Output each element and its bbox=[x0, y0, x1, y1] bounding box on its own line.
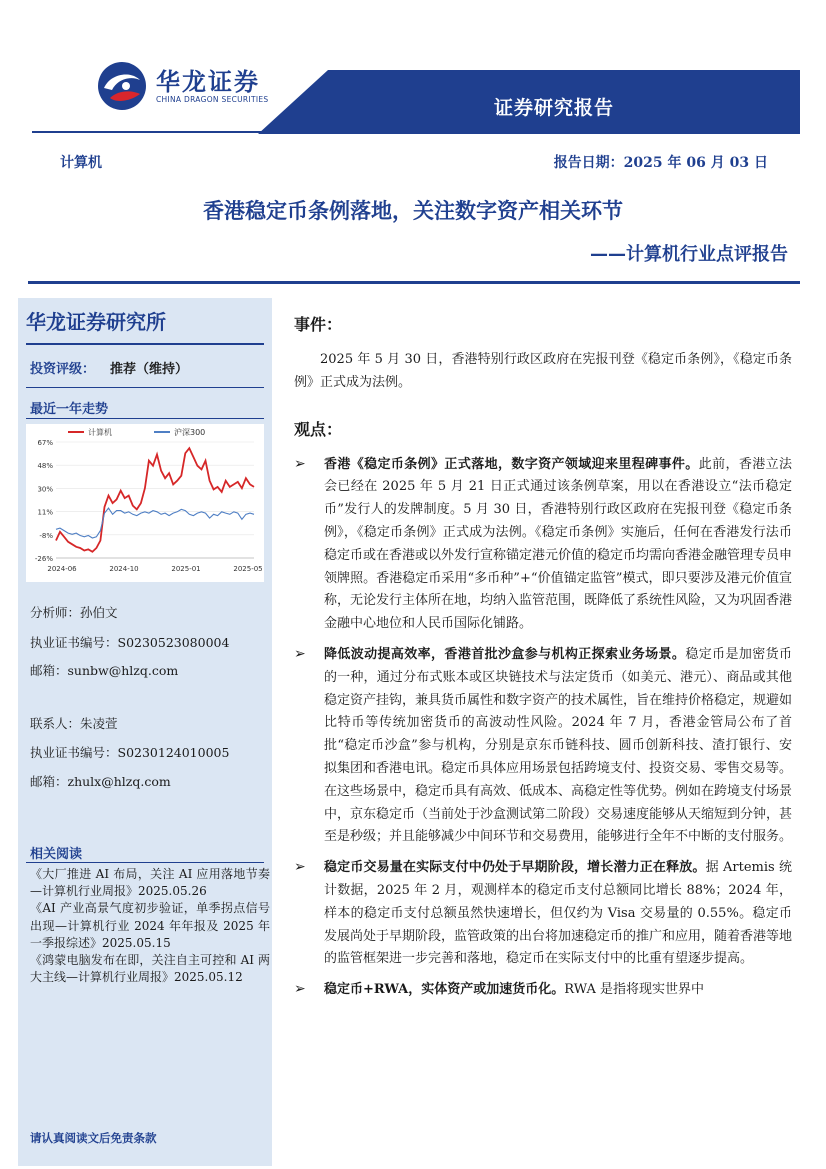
disclaimer-note: 请认真阅读文后免责条款 bbox=[30, 1131, 157, 1145]
industry-label: 计算机 bbox=[60, 155, 102, 171]
trend-label: 最近一年走势 bbox=[30, 402, 109, 417]
sidebar-divider bbox=[26, 387, 264, 388]
view-body: RWA 是指将现实世界中 bbox=[564, 982, 705, 998]
view-lead: 稳定币交易量在实际支付中仍处于早期阶段，增长潜力正在释放。 bbox=[324, 860, 706, 876]
view-item bbox=[294, 979, 792, 1002]
related-item[interactable]: 《AI 产业高景气度初步验证，单季拐点信号出现—计算机行业 2024 年年报及 2025 年一季报综述》2025.05.15 bbox=[30, 901, 270, 950]
view-item bbox=[294, 454, 792, 636]
title-divider bbox=[28, 281, 800, 284]
x-tick-label: 2024-06 bbox=[47, 565, 77, 573]
arrow-bullet-icon: ➢ bbox=[294, 981, 306, 998]
contact-email[interactable]: 邮箱：zhulx@hlzq.com bbox=[30, 774, 171, 789]
arrow-bullet-icon: ➢ bbox=[294, 455, 306, 472]
y-tick-label: -26% bbox=[34, 555, 53, 563]
x-tick-label: 2024-10 bbox=[109, 565, 139, 573]
rating-label: 投资评级： bbox=[30, 362, 96, 377]
view-lead: 稳定币+RWA，实体资产或加速货币化。 bbox=[324, 982, 565, 998]
report-date: 报告日期：2025 年 06 月 03 日 bbox=[553, 155, 768, 171]
page-title: 香港稳定币条例落地，关注数字资产相关环节 bbox=[203, 199, 623, 223]
view-lead: 降低波动提高效率，香港首批沙盒参与机构正探索业务场景。 bbox=[324, 646, 686, 662]
views-heading: 观点： bbox=[294, 419, 343, 439]
event-heading: 事件： bbox=[294, 315, 343, 334]
related-item[interactable]: 《鸿蒙电脑发布在即，关注自主可控和 AI 两大主线—计算机行业周报》2025.05.12 bbox=[30, 953, 270, 985]
trend-chart-svg bbox=[26, 424, 264, 582]
view-item bbox=[294, 857, 792, 971]
arrow-bullet-icon: ➢ bbox=[294, 859, 306, 876]
analyst-cert: 执业证书编号：S0230523080004 bbox=[30, 635, 230, 650]
report-type-label: 证券研究报告 bbox=[494, 97, 615, 119]
view-body: 稳定币是加密货币的一种，通过分布式账本或区块链技术与法定货币（如美元、港元）、商品或其他稳定资产挂钩，兼具货币属性和数字资产的技术属性，旨在维持价格稳定，规避如比特币等传统加密货币的高波动性风险。2024 年 7 月，香港金管局公布了首批“稳定币沙盒”参与机构，分别是京东币链科技、圆币创新科技、渣打银行、安拟集团和香港电讯。稳定币具体应用场景包括跨境支付、投资交易、零售交易等。在这些场景中，稳定币具有高效、低成本、高稳定性等优势。例如在跨境支付场景中，京东稳定币（当前处于沙盒测试第二阶段）交易速度能够从天缩短到分钟，甚至是秒级；并且能够减少中间环节和交易费用，能够进行全年不中断的支付服务。 bbox=[324, 646, 793, 845]
x-tick-label: 2025-05 bbox=[233, 565, 263, 573]
header-divider bbox=[32, 131, 798, 133]
arrow-bullet-icon: ➢ bbox=[294, 645, 306, 662]
logo-text: 华龙证券 bbox=[156, 68, 260, 96]
view-body: 此前，香港立法会已经在 2025 年 5 月 21 日正式通过该条例草案，用以在香港设立“法币稳定币”发行人的发牌制度。5 月 30 日，香港特别行政区政府在宪报刊登《稳定币条例》，《稳定币条例》正式成为法例。《稳定币条例》实施后，任何在香港发行法币稳定币或在香港或以外发行宣称锚定港元价值的稳定币均需向香港金融管理专员申领牌照。香港稳定币采用“多币种”+“价值锚定监管”模式，即只要涉及港元价值宣称，无论发行主体所在地，均纳入监管范围，既降低了系统性风险，又为巩固香港金融中心地位和人民币国际化铺路。 bbox=[324, 456, 793, 632]
view-lead: 香港《稳定币条例》正式落地，数字资产领域迎来里程碑事件。 bbox=[324, 456, 699, 472]
legend-label-computer: 计算机 bbox=[88, 428, 112, 437]
related-item[interactable]: 《大厂推进 AI 布局，关注 AI 应用落地节奏—计算机行业周报》2025.05.26 bbox=[30, 867, 270, 899]
sidebar-divider bbox=[26, 343, 264, 345]
rating-value: 推荐（维持） bbox=[110, 362, 189, 377]
logo-subtext: CHINA DRAGON SECURITIES bbox=[156, 95, 269, 104]
y-tick-label: 11% bbox=[37, 508, 53, 517]
page-subtitle: ——计算机行业点评报告 bbox=[590, 244, 788, 265]
y-tick-label: 48% bbox=[37, 462, 53, 471]
y-tick-label: -8% bbox=[39, 531, 53, 540]
related-reading-list bbox=[30, 866, 270, 986]
trend-chart bbox=[26, 424, 264, 582]
contact-name: 联系人：朱凌萱 bbox=[30, 716, 118, 731]
series-line-hs300 bbox=[56, 508, 254, 538]
analyst-name: 分析师：孙伯文 bbox=[30, 605, 118, 620]
view-item bbox=[294, 644, 792, 849]
institute-name: 华龙证券研究所 bbox=[26, 310, 166, 334]
sidebar-divider bbox=[26, 418, 264, 419]
y-tick-label: 30% bbox=[37, 485, 53, 494]
analyst-email[interactable]: 邮箱：sunbw@hlzq.com bbox=[30, 663, 179, 678]
related-reading-label: 相关阅读 bbox=[30, 847, 83, 862]
contact-cert: 执业证书编号：S0230124010005 bbox=[30, 745, 230, 760]
view-body: 据 Artemis 统计数据，2025 年 2 月，观测样本的稳定币支付总额同比增长 88%；2024 年，样本的稳定币支付总额虽然快速增长，但仅约为 Visa 交易量的 0.55%。稳定币发展尚处于早期阶段，监管政策的出台将加速稳定币的推广和应用，随着香港等地的监管框架进一步完善和落地，稳定币在实际支付中的比重有望逐步提高。 bbox=[324, 860, 793, 967]
main-content bbox=[294, 312, 792, 1010]
legend-label-hs300: 沪深300 bbox=[174, 428, 206, 437]
y-tick-label: 67% bbox=[37, 439, 53, 447]
sidebar-divider bbox=[26, 862, 264, 863]
logo-icon bbox=[96, 60, 148, 112]
x-tick-label: 2025-01 bbox=[171, 565, 201, 573]
event-text: 2025 年 5 月 30 日，香港特别行政区政府在宪报刊登《稳定币条例》，《稳定币条例》正式成为法例。 bbox=[294, 352, 792, 390]
